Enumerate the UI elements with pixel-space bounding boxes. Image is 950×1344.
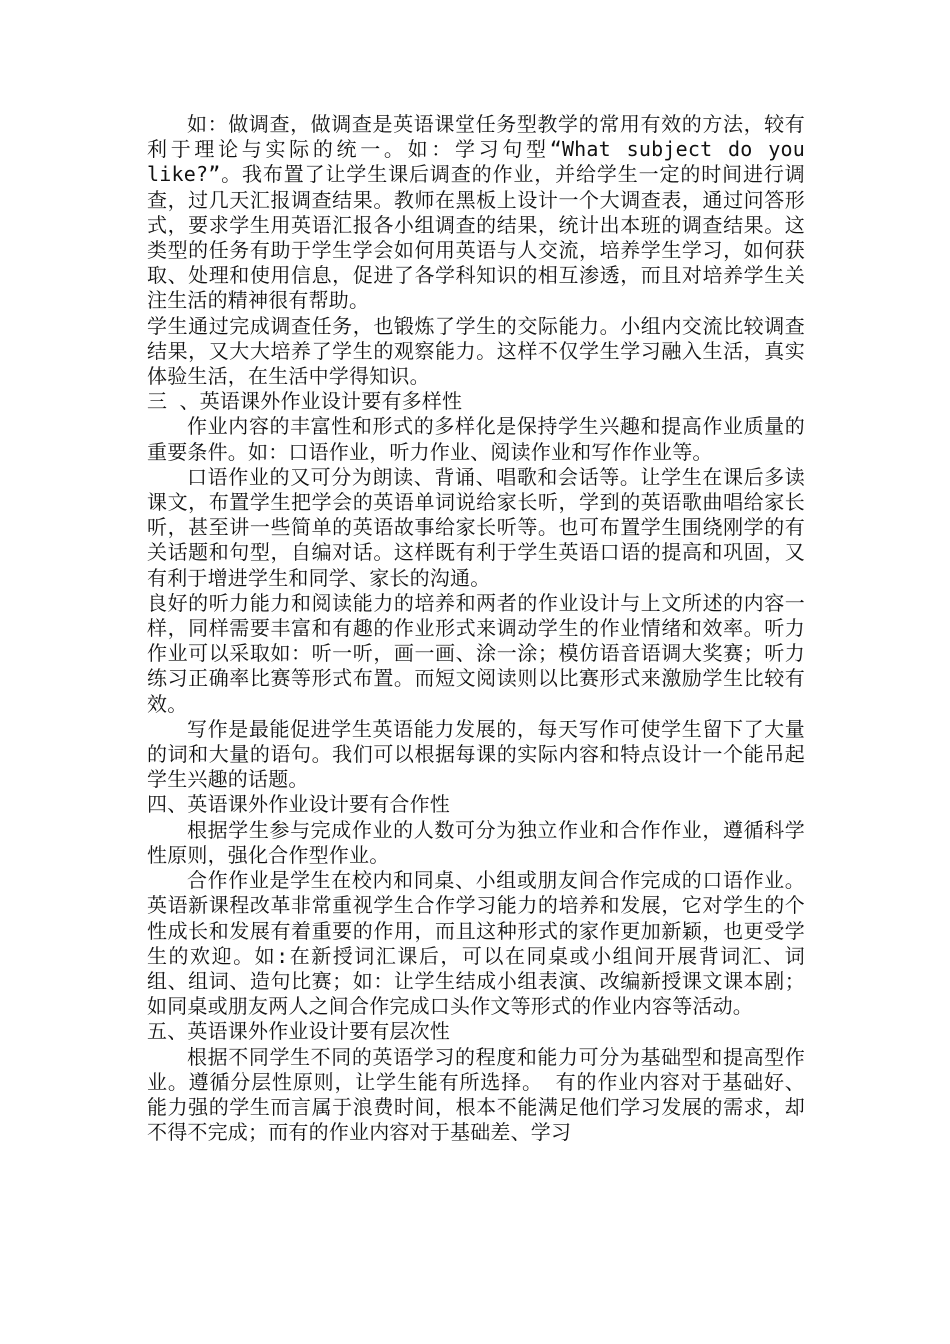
paragraph-layering-intro: 根据不同学生不同的英语学习的程度和能力可分为基础型和提高型作业。遵循分层性原则，让学生能有所选择。 有的作业内容对于基础好、能力强的学生而言属于浪费时间，根本不能满足他们学习发展的需求，却不得不完成；而有的作业内容对于基础差、学习 <box>147 1044 805 1145</box>
section-heading-layering: 五、英语课外作业设计要有层次性 <box>147 1019 450 1044</box>
paragraph-diversity-intro: 作业内容的丰富性和形式的多样化是保持学生兴趣和提高作业质量的重要条件。如：口语作业，听力作业、阅读作业和写作作业等。 <box>147 414 805 464</box>
paragraph-cooperation-intro: 根据学生参与完成作业的人数可分为独立作业和合作作业，遵循科学性原则，强化合作型作业。 <box>147 817 805 867</box>
paragraph-listening-reading: 良好的听力能力和阅读能力的培养和两者的作业设计与上文所述的内容一样，同样需要丰富和有趣的作业形式来调动学生的作业情绪和效率。听力作业可以采取如：听一听，画一画、涂一涂；模仿语音语调大奖赛；听力练习正确率比赛等形式布置。而短文阅读则以比赛形式来激励学生比较有效。 <box>147 590 805 716</box>
paragraph-survey-example: 如：做调查，做调查是英语课堂任务型教学的常用有效的方法，较有利于理论与实际的统一。如：学习句型“What subject do you like?”。我布置了让学生课后调查的作业，并给学生一定的时间进行调查，过几天汇报调查结果。教师在黑板上设计一个大调查表，通过问答形式，要求学生用英语汇报各小组调查的结果，统计出本班的调查结果。这类型的任务有助于学生学会如何用英语与人交流，培养学生学习，如何获取、处理和使用信息，促进了各学科知识的相互渗透，而且对培养学生关注生活的精神很有帮助。 <box>147 112 805 313</box>
paragraph-writing: 写作是最能促进学生英语能力发展的，每天写作可使学生留下了大量的词和大量的语句。我们可以根据每课的实际内容和特点设计一个能吊起学生兴趣的话题。 <box>147 716 805 792</box>
document-page <box>147 112 805 1145</box>
paragraph-survey-benefits: 学生通过完成调查任务，也锻炼了学生的交际能力。小组内交流比较调查结果，又大大培养了学生的观察能力。这样不仅学生学习融入生活，真实体验生活，在生活中学得知识。 <box>147 313 805 389</box>
section-heading-cooperation: 四、英语课外作业设计要有合作性 <box>147 792 450 817</box>
section-heading-diversity: 三 、英语课外作业设计要有多样性 <box>147 389 463 414</box>
paragraph-cooperation-detail: 合作作业是学生在校内和同桌、小组或朋友间合作完成的口语作业。英语新课程改革非常重视学生合作学习能力的培养和发展，它对学生的个性成长和发展有着重要的作用，而且这种形式的家作更加新颖，也更受学生的欢迎。如:在新授词汇课后，可以在同桌或小组间开展背词汇、词组、组词、造句比赛；如：让学生结成小组表演、改编新授课文课本剧；如同桌或朋友两人之间合作完成口头作文等形式的作业内容等活动。 <box>147 868 805 1019</box>
paragraph-oral-homework: 口语作业的又可分为朗读、背诵、唱歌和会话等。让学生在课后多读课文，布置学生把学会的英语单词说给家长听，学到的英语歌曲唱给家长听，甚至讲一些简单的英语故事给家长听等。也可布置学生围绕刚学的有关话题和句型，自编对话。这样既有利于学生英语口语的提高和巩固，又有利于增进学生和同学、家长的沟通。 <box>147 464 805 590</box>
